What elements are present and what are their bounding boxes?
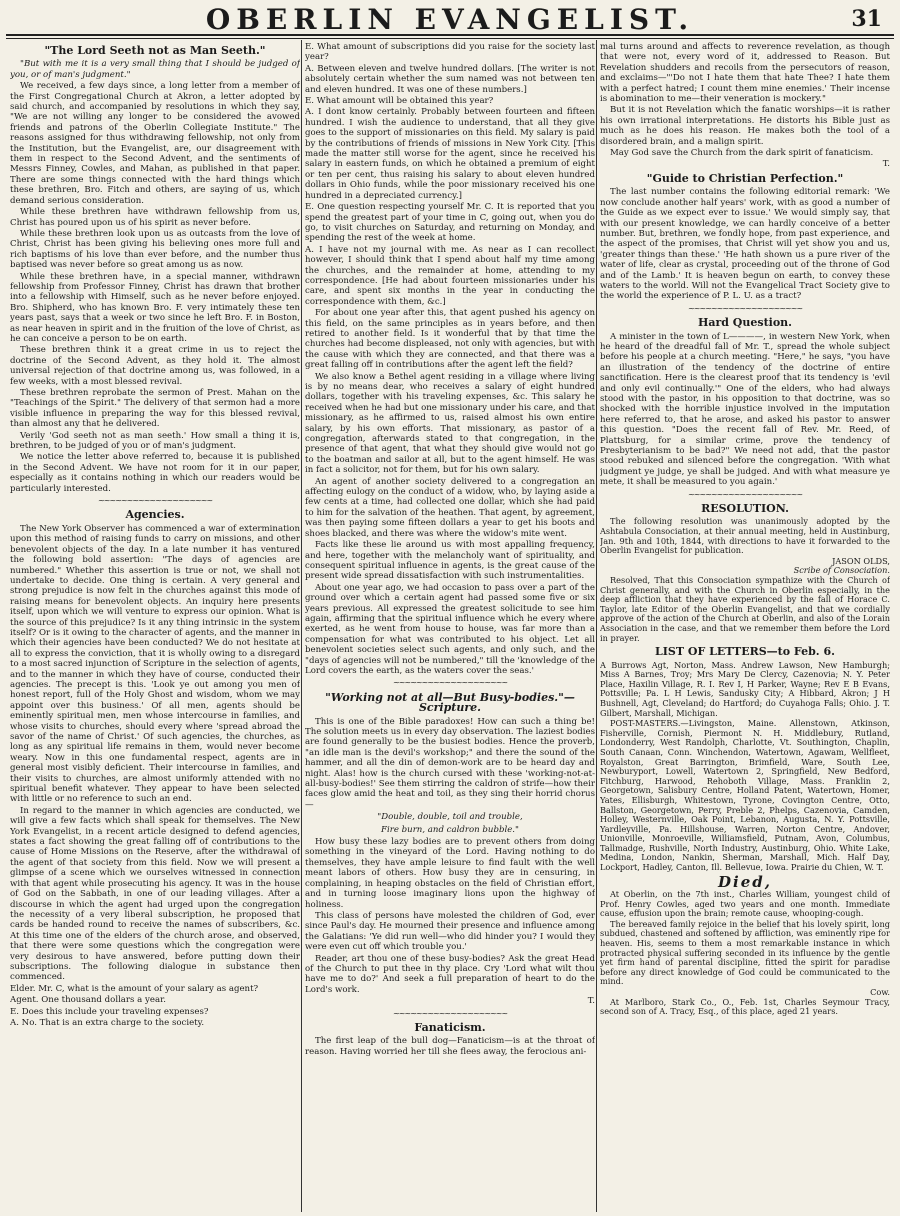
paragraph: The last number contains the following editorial remark: 'We now conclude another half years' work, with as good a number of the Guide as we expect ever to issue.' We would simply say, that with our present knowledge, we can hardly conceive of a better number. But, brethren, we fondly hope, from past experience, and the aspect of the promises, that Christ will yet show you and us, 'greater things than these.' 'He hath shown us a pure river of the water of life, clear as crystal, proceeding out of the throne of God and of the Lamb.' It is heaven begun on earth, to convey these waters to the world. Will not the Evangelical Tract Society give to the world the experience of P. L. U. as a tract?	[600, 187, 890, 302]
dialogue-line: Elder. Mr. C, what is the amount of your salary as agent?	[10, 983, 259, 994]
column-divider	[596, 40, 597, 1212]
verse-line: Fire burn, and caldron bubble."	[381, 824, 519, 835]
paragraph: Resolved, That this Consociation sympathize with the Church of Christ generally, and with the Church in Oberlin especially, in the deep affliction that they have experienced by the fall of Horace C. Taylor, late Editor of the Oberlin Evangelist, and that we cordially approve of the action of the Church at Oberlin, and also of the Lorain Association in the case, and that we remember them before the Lord in prayer.	[600, 575, 890, 643]
paragraph: We received, a few days since, a long letter from a member of the First Congregational Church at Akron, a letter adopted by said church, and accompanied by resolutions in which they say, "We are not willing any longer to be considered the avowed friends and patrons of the Oberlin Collegiate Institute." The reasons assigned for thus withdrawing fellowship, not only from the Institution, but the Evangelist, are, our disagreement with them in respect to the Second Advent, and the sentiments of Messrs Finney, Cowles, and Mahan, as published in that paper. There are some things connected with the hard things which these brethren, Bro. Fitch and others, are saying of us, which demand serious consideration.	[10, 81, 300, 206]
paragraph: We also know a Bethel agent residing in a village where living is by no means dear, who receives a salary of eight hundred dollars, together with his traveling expenses, &c. This salary he received when he had but one missionary under his care, and that missionary, as he affirmed to us, raised almost his own entire salary, by his own efforts. That missionary, as pastor of a congregation, afterwards stated to that congregation, in the presence of that agent, that what they should give would not go to the boatman and sailor at all, but to the agent himself. He was in fact a solicitor, not for them, but for his own salary.	[305, 371, 595, 476]
paragraph: Reader, art thou one of these busy-bodies? Ask the great Head of the Church to put thee in thy place. Cry 'Lord what wilt thou have me to do?' And seek a full preparation of heart to do the Lord's work.	[305, 953, 595, 995]
paragraph: The first leap of the bull dog—Fanaticism—is at the throat of reason. Having worried her till she flees away, the ferocious ani-	[305, 1036, 595, 1057]
postmasters-list: POST-MASTERS.—Livingston, Maine. Allenstown, Atkinson, Fisherville, Cornish, Piermont N. H. Middlebury, Rutland, Londonderry, West Randolph, Charlotte, Vt. Southington, Chaplin, South Canaan, Conn. Winchendon, Watertown, Agawam, Wellfleet, Royalston, Great Barrington, Brimfield, Ware, South Lee, Newburyport, Lowell, Watertown 2, Springfield, New Bedford, Fitchburg, Harwood, Rehoboth Village, Mass. Franklin 2, Georgetown, Salisbury Centre, Holland Patent, Watertown, Homer, Yates, Ellisburgh, Whitestown, Tyrone, Covington Centre, Otto, Ballston, Georgetown, Perry, Preble 2, Phelps, Cazenovia, Camden, Holley, Westernville, Oak Point, Lebanon, Augusta, N. Y. Pottsville, Yardleyville, Pa. Hillshouse, Warren, Norton Centre, Andover, Unionville, Monroeville, Williamsfield, Putnam, Avon, Columbus, Tallmadge, Rushville, North Industry, Austinburg, Ohio. White Lake, Medina, London, Nankin, Sherman, Marshall, Mich. Half Day, Lockport, Hadley, Canton, Ill. Bellevue, Iowa. Prairie du Chien, W. T.	[600, 718, 890, 873]
dialogue-line: E. Does this include your traveling expenses?	[10, 1006, 209, 1017]
paragraph: This is one of the Bible paradoxes! How can such a thing be! The solution meets us in every day observation. The laziest bodies are found generally to be the busiest bodies. Hence the proverb, "an idle man is the devil's workshop;" and there the sound of the hammer, and all the din of demon-work are to be heard day and night. Alas! how is the church cursed with these 'working-not-at-all-busy-bodies!' See them stirring the caldron of strife—how their faces glow amid the heat and toil, as they sing their horrid chorus—	[305, 716, 595, 810]
paragraph: The following resolution was unanimously adopted by the Ashtabula Consociation, at their annual meeting, held in Austinburg, Jan. 9th and 10th, 1844, with directions to have it forwarded to the Oberlin Evangelist for publication.	[600, 516, 890, 556]
separator: ~~~~~~~~~~~~~~~~~~~~	[392, 678, 508, 688]
dialogue-line: E. What amount of subscriptions did you raise for the society last year?	[305, 42, 595, 63]
heading-died: Died,	[718, 872, 772, 891]
paragraph: These brethren reprobate the sermon of Prest. Mahan on the "Teachings of the Spirit." The delivery of that sermon had a more visible influence in preparing the way for this blessed revival, than almost any that he delivered.	[10, 388, 300, 430]
paragraph: In regard to the manner in which agencies are conducted, we will give a few facts which shall speak for themselves. The New York Evangelist, in a recent article designed to defend agencies, states a fact showing the great falling off of contributions to the cause of Home Missions on the Reserve, after the withdrawal of the agent of that society from this field. Now we will present a glimpse of a scene which we ourselves witnessed in connection with that agent while prosecuting his agency. It was in the house of God on the Sabbath, in one of our leading villages. After a discourse in which the agent had urged upon the congregation the necessity of a very liberal subscription, he proposed that cards be handed round to receive the names of subscribers, &c. At this time one of the elders of the church arose, and observed, that there were some questions which the congregation were very desirous to have answered, before putting down their subscriptions. The following dialogue in substance then commenced.	[10, 805, 300, 983]
dialogue-line: Agent. One thousand dollars a year.	[10, 995, 167, 1006]
paragraph: At Marlboro, Stark Co., O., Feb. 1st, Charles Seymour Tracy, second son of A. Tracy, Esq., of this place, aged 21 years.	[600, 996, 890, 1017]
paragraph: But it is not Revelation which the fanatic worships—it is rather his own irrational interpretations. He distorts his Bible just as much as he does his reason. He makes both the tool of a disordered brain, and a malign spirit.	[600, 105, 890, 147]
dialogue-line: A. I dont know certainly. Probably between fourteen and fifteen hundred. I wish the audience to understand, that all they give goes to the support of missionaries on this field. My salary is paid by the contributions of friends of missions in New York City. [This made the matter still worse for the agent, since he received his salary in eastern funds, on which he obtained a premium of eight or ten per cent, thus raising his salary to about eleven hundred dollars in Ohio funds, while the poor missionary received his one hundred in a depreciated currency.]	[305, 107, 595, 201]
heading-fanaticism: Fanaticism.	[414, 1020, 486, 1034]
paragraph: While these brethren have withdrawn fellowship from us, Christ has poured upon us of his spirit as never before.	[10, 207, 300, 228]
signature: T.	[882, 159, 890, 170]
paragraph: At Oberlin, on the 7th inst., Charles William, youngest child of Prof. Henry Cowles, aged two years and one month. Immediate cause, effusion upon the brain; remote cause, whooping-cough.	[600, 889, 890, 919]
paragraph: While these brethren look upon us as outcasts from the love of Christ, Christ has been giving his believing ones more full and rich baptisms of his love than ever before, and the number thus baptised was never before so great among us as now.	[10, 228, 300, 271]
column-1	[10, 42, 300, 1212]
paragraph: While these brethren have, in a special manner, withdrawn fellowship from Professor Finney, Christ has drawn that brother into a fellowship with Himself, such as he never before enjoyed. Bro. Shipherd, who has known Bro. F. very intimately these ten years past, says that a week or two since he left Bro. F. in Boston, as near heaven in spirit and in the fruition of the love of Christ, as he can conceive a person to be on earth.	[10, 271, 300, 344]
heading-list-of-letters: LIST OF LETTERS—to Feb. 6.	[655, 645, 835, 659]
column-3	[600, 42, 890, 1212]
heading-resolution: RESOLUTION.	[701, 502, 789, 516]
dialogue	[10, 984, 300, 1029]
paragraph: Verily 'God seeth not as man seeth.' How small a thing it is, brethren, to be judged of you or of man's judgment.	[10, 430, 300, 452]
paragraph: These brethren think it a great crime in us to reject the doctrine of the Second Advent, as they hold it. The almost universal rejection of that doctrine among us, was followed, in a few weeks, with a most blessed revival.	[10, 345, 300, 387]
paragraph: How busy these lazy bodies are to prevent others from doing something in the vineyard of the Lord. Having nothing to do themselves, they have ample leisure to find fault with the well meant labors of others. How busy they are in censuring, in complaining, in heaping obstacles on the field of Christian effort, and in turning loose imaginary lions upon the highway of holiness.	[305, 837, 595, 910]
newspaper-title: OBERLIN EVANGELIST.	[205, 3, 695, 36]
column-divider	[301, 40, 302, 1212]
epigraph: "But with me it is a very small thing that I should be judged of you, or of man's judgment."	[10, 59, 300, 80]
paragraph: An agent of another society delivered to a congregation an affecting eulogy on the conduct of a widow, who, by laying aside a few cents at a time, had collected one dollar, which she had paid to him for the salvation of the heathen. That agent, by agreement, was then paying some fifteen dollars a year to get his boots and shoes blacked, and there was where the widow's mite went.	[305, 476, 595, 539]
separator: ~~~~~~~~~~~~~~~~~~~~	[687, 489, 803, 499]
signature: Cow.	[870, 987, 890, 997]
paragraph: A minister in the town of L————, in western New York, when he heard of the dreadful fall of Mr. T., spread the whole subject before his people at a church meeting. "Here," he says, "you have an illustration of the tendency of the doctrine of entire sanctification. Here is the clearest proof that its tendency is 'evil and only evil continually.'" One of the elders, who had always stood with the pastor, in his opposition to that doctrine, was so shocked with the horrible injustice involved in the imputation here referred to, that he arose, and asked his pastor to answer this question. "Does the recent fall of Rev. Mr. Reed, of Plattsburg, for a similar crime, prove the tendency of Presbyterianism to be bad?" We need not add, that the pastor stood rebuked and silenced before the congregation. 'With what judgment ye judge, ye shall be judged. And with what measure ye mete, it shall be measured to you again.'	[600, 331, 890, 488]
paragraph: For about one year after this, that agent pushed his agency on this field, on the same principles as in years before, and then retired to another field. Is it wonderful that by that time the churches had become displeased, not only with agencies, but with the cause with which they are connected, and that there was a great falling off in contributions after the agent left the field?	[305, 308, 595, 371]
paragraph: mal turns around and affects to reverence revelation, as though that were not, every word of it, addressed to Reason. But Revelation shudders and recoils from the persecutors of reason, and exclaims—"'Do not I hate them that hate Thee? I hate them with a perfect hatred; I count them mine enemies.' Their incense is abomination to me—their veneration is mockery."	[600, 42, 890, 105]
separator: ~~~~~~~~~~~~~~~~~~~~	[392, 1008, 508, 1018]
paragraph: May God save the Church from the dark spirit of fanaticism.	[610, 148, 874, 159]
verse-line: "Double, double, toil and trouble,	[377, 812, 523, 823]
paragraph: We notice the letter above referred to, because it is published in the Second Advent. We have not room for it in our paper, especially as it contains nothing in which our readers would be particularly interested.	[10, 452, 300, 494]
heading-agencies: Agencies.	[125, 508, 185, 522]
heading-working-not-at-all: "Working not at all—But Busy-bodies."—Scripture.	[325, 690, 575, 715]
dialogue-line: A. No. That is an extra charge to the society.	[10, 1017, 205, 1028]
paragraph: Facts like these lie around us with most appalling frequency, and here, together with the melancholy want of spirituality, and consequent spiritual influence in agents, is the great cause of the present wide spread dissatisfaction with such instrumentalities.	[305, 540, 595, 582]
dialogue-line: A. Between eleven and twelve hundred dollars. [The writer is not absolutely certain whether the sum named was not between ten and eleven hundred. It was one of these numbers.]	[305, 63, 595, 95]
paragraph: This class of persons have molested the children of God, ever since Paul's day. He mourned their presence and influence among the Galatians: 'Ye did run well—who did hinder you? I would they were even cut off which trouble you.'	[305, 910, 595, 953]
masthead-rule	[6, 34, 894, 39]
separator: ~~~~~~~~~~~~~~~~~~~~	[687, 303, 803, 313]
paragraph: The New York Observer has commenced a war of extermination upon this method of raising funds to carry on missions, and other benevolent objects of the day. In a late number it has ventured the following bold assertion: "The days of agencies are numbered." Whether this assertion is true or not, we shall not undertake to decide. One thing is certain. A very general and strong prejudice is now felt in the churches against this mode of raising means for benevolent objects. An inquiry here presents itself, upon which we will venture to express our opinion. What is the source of this prejudice? Is it any thing intrinsic in the system itself? Or is it owing to the character of agents, and the manner in which their agencies have been conducted? We do not hesitate at all to express the conviction, that it is wholly owing to a disregard to a most sacred injunction of Scripture in the selection of agents, and to the manner in which they have of course, conducted their agencies. The precept is this. 'Look ye out among you men of honest report, full of the Holy Ghost and wisdom, whom we may appoint over this business.' Of all men, agents should be eminently spiritual men, men whose intercourse in families, and whose visits to churches, should every where 'spread abroad the savor of the name of Christ.' Of such agencies, the churches, as long as any spiritual life remains in them, would never become weary. Now in this one fundamental respect, agents are in general most visibly deficient. Their intercourse in families, and their visits to churches, are almost uniformly attended with no spiritual benefit whatever. They appear to have been selected with little or no reference to such an end.	[10, 523, 300, 805]
heading-guide-perfection: "Guide to Christian Perfection."	[646, 171, 844, 185]
separator: ~~~~~~~~~~~~~~~~~~~~	[97, 496, 213, 506]
dialogue-line: A. I have not my journal with me. As near as I can recollect however, I should think that I spend about half my time among the churches, and the remainder at home, attending to my correspondence. [He had about fourteen missionaries under his care, and spent six months in the year in conducting the correspondence with them, &c.]	[305, 244, 595, 307]
resolution-signer: JASON OLDS,	[832, 555, 890, 566]
heading-hard-question: Hard Question.	[697, 316, 793, 330]
page-number: 31	[851, 6, 882, 32]
column-2	[305, 42, 595, 1212]
signature: T.	[587, 996, 595, 1007]
letters-list: A Burrows Agt, Norton, Mass. Andrew Lawson, New Hamburgh; Miss A Barnes, Troy; Mrs Mary De Clercy, Cazenovia; N. Y. Peter Place, Haxilin Village, R. I. Rev I, H Parker, Wayne; Rev E B Evans, Pottsville; Pa. L H Lewis, Sandusky City; A Hibbard, Akron; J H Bushnell, Agt, Cleveland; do Hartford; do Cuyahoga Falls; Ohio. J. T. Gilbert, Marshall, Michigan.	[600, 659, 890, 718]
heading-lord-seeth: "The Lord Seeth not as Man Seeth."	[44, 44, 266, 57]
dialogue-continued	[305, 42, 595, 307]
paragraph: About one year ago, we had occasion to pass over a part of the ground over which a certain agent had passed some five or six years previous. All expressed the greatest solicitude to see him again, affirming that the spiritual influence which he every where exerted, as he went from house to house, was far more than a compensation for what was contributed to his object. Let all benevolent societies select such agents, and only such, and the "days of agencies will not be numbered," till the 'knowledge of the Lord covers the earth, as the waters cover the seas.'	[305, 582, 595, 676]
dialogue-line: E. What amount will be obtained this year?	[305, 96, 494, 107]
dialogue-line: E. One question respecting yourself Mr. C. It is reported that you spend the greatest part of your time in C, going out, when you do go, to visit churches on Saturday, and returning on Monday, and spending the rest of the week at home.	[305, 202, 595, 244]
paragraph: The bereaved family rejoice in the belief that his lovely spirit, long subdued, chastened and softened by affliction, was eminently ripe for heaven. His, seems to them a most remarkable instance in which protracted physical suffering seconded in its influence by the gentle yet firm hand of parental discipline, fitted the spirit for paradise before any direct knowledge of God could be communicated to the mind.	[600, 918, 890, 987]
resolution-signer-title: Scribe of Consociation.	[793, 565, 890, 576]
